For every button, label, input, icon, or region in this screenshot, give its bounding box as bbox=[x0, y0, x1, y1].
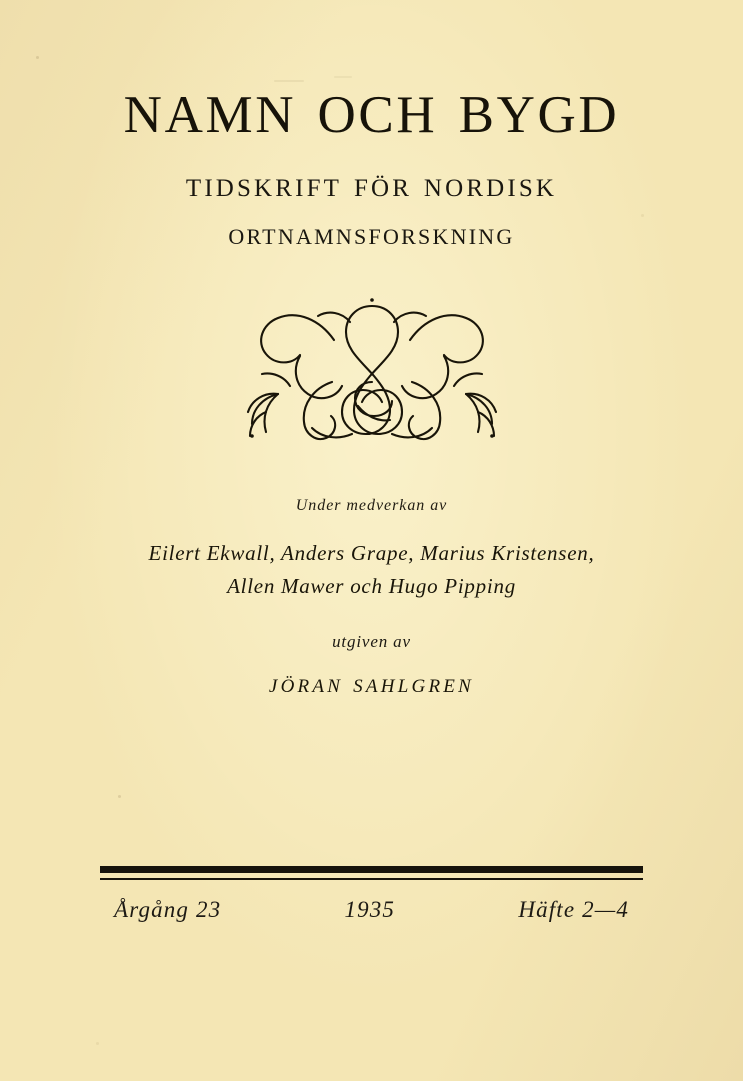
journal-subtitle-line2: ortnamnsforskning bbox=[228, 215, 515, 252]
credits-block bbox=[0, 497, 743, 699]
masthead bbox=[0, 66, 743, 252]
divider-rules bbox=[100, 866, 643, 880]
divider-thin bbox=[100, 878, 643, 880]
contributors-line-2: Allen Mawer och Hugo Pipping bbox=[227, 573, 516, 598]
issue-line bbox=[100, 897, 643, 923]
journal-subtitle-line1: tidskrift för nordisk bbox=[185, 165, 558, 205]
under-medverkan-label: Under medverkan av bbox=[295, 497, 448, 515]
journal-title-text: namn och bygd bbox=[123, 66, 620, 149]
contributors-line-1: Eilert Ekwall, Anders Grape, Marius Kristensen, bbox=[148, 541, 595, 566]
journal-title bbox=[0, 66, 743, 149]
utgiven-av-label: utgiven av bbox=[332, 632, 411, 652]
divider-thick bbox=[100, 866, 643, 873]
issue-volume: Årgång 23 bbox=[114, 897, 222, 922]
ornament-flourish-icon bbox=[182, 286, 562, 451]
issue-number: Häfte 2—4 bbox=[518, 897, 629, 922]
editor-name: jöran sahlgren bbox=[268, 668, 475, 699]
contributors bbox=[0, 537, 743, 602]
issue-year: 1935 bbox=[344, 897, 396, 922]
